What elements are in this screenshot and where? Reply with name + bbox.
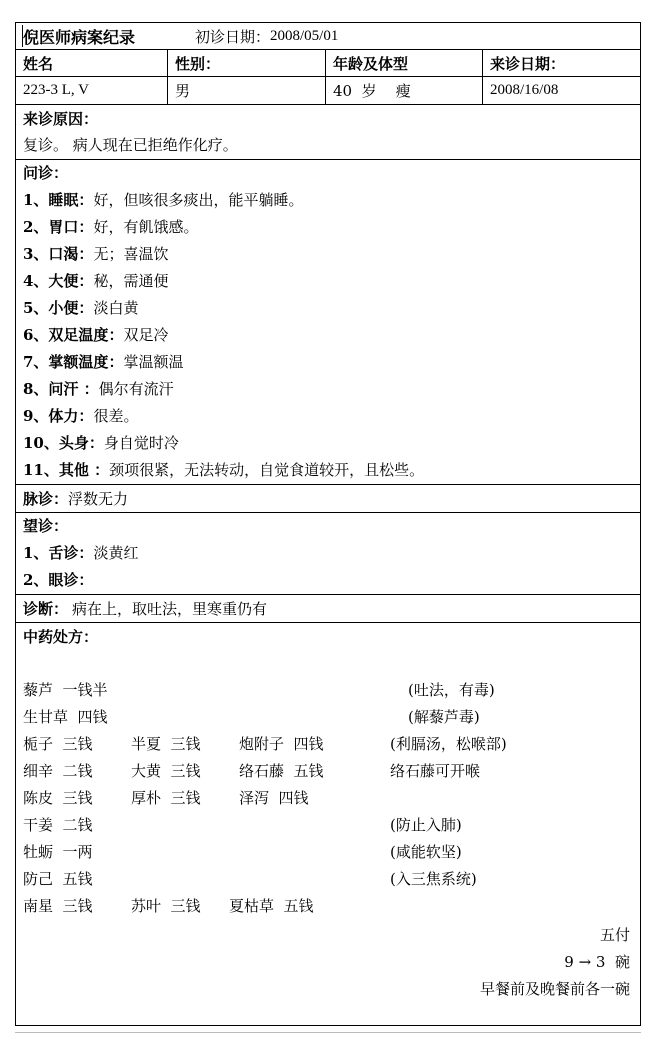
gender-header: 性别： — [167, 50, 325, 76]
visit-reason-text: 复诊。 病人现在已拒绝作化疗。 — [23, 136, 238, 154]
pulse-line: 脉诊：浮数无力 — [23, 490, 129, 508]
inquiry-item: 7、掌额温度：掌温额温 — [23, 353, 184, 371]
visit-date-header: 来诊日期： — [482, 50, 640, 76]
herb-item: 络石藤 五钱 — [239, 762, 324, 780]
record-title-text: 倪医师病案纪录 — [23, 27, 136, 47]
bowl-reduction: 9 → 3 碗 — [564, 953, 630, 971]
herb-item: 半夏 三钱 — [131, 735, 201, 753]
herb-note: (咸能软坚) — [390, 843, 462, 861]
herb-item: 干姜 二钱 — [23, 816, 93, 834]
observation-label: 望诊： — [23, 517, 69, 535]
herb-item: 牡蛎 一两 — [23, 843, 93, 861]
herb-item: 大黄 三钱 — [131, 762, 201, 780]
title-row — [16, 23, 640, 50]
info-value-row — [16, 77, 640, 105]
herb-item: 生甘草 四钱 — [23, 708, 108, 726]
observation-section — [16, 513, 640, 595]
herb-item: 泽泻 四钱 — [239, 789, 309, 807]
diagnosis-line: 诊断： 病在上，取吐法，里寒重仍有 — [23, 600, 268, 618]
inquiry-label: 问诊： — [23, 164, 69, 182]
inquiry-item: 8、问汗 ：偶尔有流汗 — [23, 380, 174, 398]
prescription-section — [16, 623, 640, 1025]
first-visit-date: 2008/05/01 — [270, 27, 339, 44]
record-title — [16, 23, 186, 49]
herb-note: (吐法，有毒) — [408, 681, 495, 699]
first-visit-label: 初诊日期： — [195, 27, 271, 46]
visit-date-value: 2008/16/08 — [482, 77, 640, 104]
inquiry-item: 1、睡眠：好，但咳很多痰出，能平躺睡。 — [23, 191, 304, 209]
page-bottom-border — [15, 1032, 641, 1033]
medical-record-sheet — [15, 22, 641, 1026]
first-visit — [188, 23, 488, 49]
inquiry-section — [16, 160, 640, 485]
herb-item: 南星 三钱 — [23, 897, 93, 915]
herb-item: 细辛 二钱 — [23, 762, 93, 780]
herb-note: (防止入肺) — [390, 816, 462, 834]
dosage-instructions: 早餐前及晚餐前各一碗 — [479, 980, 630, 998]
inquiry-item: 10、头身：身自觉时冷 — [23, 434, 179, 452]
inquiry-item: 9、体力：很差。 — [23, 407, 139, 425]
herb-item: 夏枯草 五钱 — [229, 897, 314, 915]
visit-reason-label: 来诊原因： — [23, 110, 99, 128]
herb-note: (入三焦系统) — [390, 870, 477, 888]
patient-id: 223-3 L, V — [23, 82, 89, 98]
inquiry-item: 11、其他 ：颈项很紧，无法转动，自觉食道较开，且松些。 — [23, 461, 425, 479]
observation-item: 2、眼诊： — [23, 571, 94, 589]
herb-item: 炮附子 四钱 — [239, 735, 324, 753]
name-header: 姓名 — [23, 54, 54, 73]
herb-item: 防己 五钱 — [23, 870, 93, 888]
herb-note: (利膈汤，松喉部) — [390, 735, 507, 753]
observation-item: 1、舌诊：淡黄红 — [23, 544, 139, 562]
inquiry-item: 2、胃口：好，有飢饿感。 — [23, 218, 199, 236]
age-value: 40 岁 瘦 — [325, 77, 482, 104]
gender-value: 男 — [167, 77, 325, 104]
herb-item: 厚朴 三钱 — [131, 789, 201, 807]
pulse-section — [16, 485, 640, 513]
age-header: 年龄及体型 — [325, 50, 482, 76]
diagnosis-section — [16, 595, 640, 623]
prescription-label: 中药处方： — [23, 628, 99, 646]
inquiry-item: 5、小便：淡白黄 — [23, 299, 139, 317]
inquiry-item: 4、大便：秘，需通便 — [23, 272, 169, 290]
info-header-row — [16, 50, 640, 77]
herb-item: 藜芦 一钱半 — [23, 681, 108, 699]
inquiry-item: 3、口渴：无；喜温饮 — [23, 245, 169, 263]
herb-note: (解藜芦毒) — [408, 708, 480, 726]
dose-count: 五付 — [599, 926, 630, 944]
herb-item: 陈皮 三钱 — [23, 789, 93, 807]
inquiry-item: 6、双足温度：双足冷 — [23, 326, 169, 344]
herb-note: 络石藤可开喉 — [390, 762, 481, 780]
herb-item: 苏叶 三钱 — [131, 897, 201, 915]
herb-item: 栀子 三钱 — [23, 735, 93, 753]
visit-reason-section — [16, 105, 640, 160]
